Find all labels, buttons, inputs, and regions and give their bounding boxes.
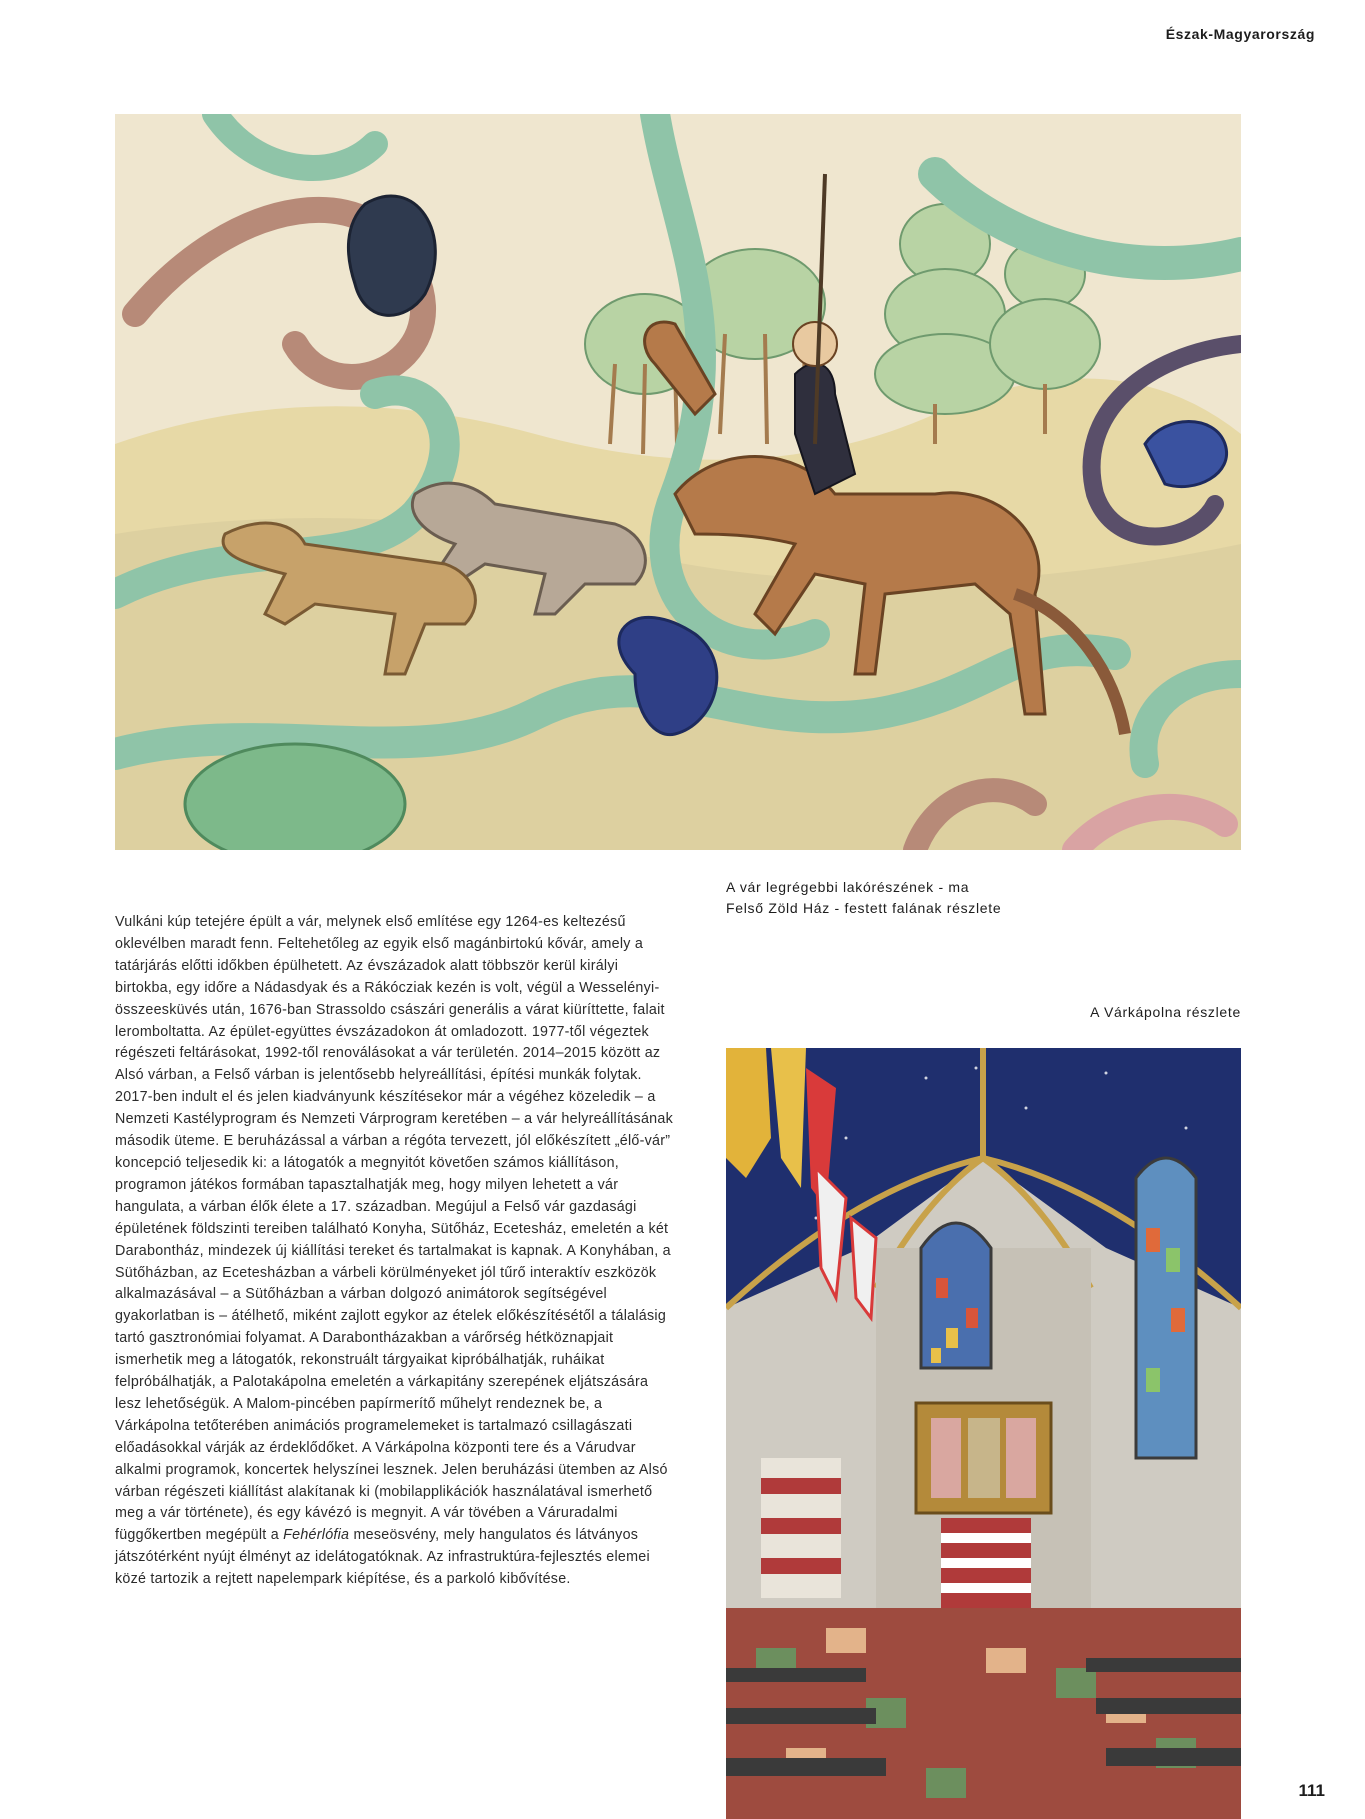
fresco-illustration [115,114,1241,850]
region-label: Észak-Magyarország [1165,26,1315,42]
fresco-image [115,114,1241,850]
article-paragraph [115,912,675,1591]
body-text-part-2: meseösvény, mely hangulatos és látványos játszótérként nyújt élményt az idelátogatóknak. Az infrastruktúra-fejlesztés elemei közé tartozik a rejtett napelempark kiépítése, és a parkoló kibővítése. [115,1527,650,1588]
body-text-part-1: Vulkáni kúp tetejére épült a vár, melynek első említése egy 1264-es keltezésű oklevélben maradt fenn. Feltehetőleg az egyik első magánbirtokú kővár, amely a tatárjárás előtti időkben épülhetett. Az évszázadok alatt többször kerül királyi birtokba, egy időre a Nádasdyak és a Rákócziak kezén is volt, végül a Wesselényi-összeesküvés után, 1676-ban Strassoldo császári generális a várat kiüríttette, falait leromboltatta. Az épület-együttes évszázadokon át omladozott. 1977-től végeztek régészeti feltárásokat, 1992-től renoválásokat a vár területén. 2014–2015 között az Alsó várban, a Felső várban is jelentősebb helyreállítási, építési munkák folytak. 2017-ben indult el és jelen kiadványunk készítésekor már a végéhez közeledik – a Nemzeti Kastélyprogram és Nemzeti Várprogram keretében – a vár helyreállításának második üteme. E beruházással a várban a régóta tervezett, jól előkészített „élő-vár” koncepció teljesedik ki: a látogatók a megnyitót követően számos kiállításon, programon játékos formában tapasztalhatják meg, hogy milyen lehetett a vár hangulata, a várban élők élete a 17. században. Megújul a Felső vár gazdasági épületének földszinti tereiben található Konyha, Sütőház, Ecetesház, emeletén a két Darabontház, mindezek új kiállítási tereket és tartalmakat is kapnak. A Konyhában, a Sütőházban, az Ecetesházban a várbeli körülményeket jól tűrő interaktív eszközök alkalmazásával – a Sütőházban a várban dolgozó animátorok segítségével gyakorlatban is – átélhető, miként zajlott egykor az ételek előkészítésétől a tálalásig tartó gasztronómiai folyamat. A Darabontházakban a várőrség hétköznapjait ismerhetik meg a látogatók, rekonstruált tárgyaikat kipróbálhatják, ruháikat felpróbálhatják, a Palotakápolna emeletén a várkapitány szerepének eljátszására lesz lehetőségük. A Malom-pincében papírmerítő műhelyt rendeznek be, a Várkápolna tetőterében animációs programelemeket is tartalmazó csillagászati előadásokkal várják az érdeklődőket. A Várkápolna központi tere és a Várudvar alkalmi programok, koncertek helyszínei lesznek. Jelen beruházási ütemben az Alsó várban régészeti kiállítást alakítanak ki (mobilapplikációk használatával ismerhető meg a vár története), és egy kávézó is megnyit. A vár tövében a Váruradalmi függőkertben megépült a [115,914,673,1544]
chapel-caption: A Várkápolna részlete [1090,1004,1241,1020]
body-text-italic: Fehérlófia [283,1527,350,1544]
page-number: 111 [1298,1781,1325,1800]
article-body [115,912,675,1591]
chapel-image [726,1048,1241,1819]
chapel-illustration [726,1048,1241,1819]
fresco-caption: A vár legrégebbi lakórészének - ma Felső Zöld Ház - festett falának részlete [726,879,1002,916]
